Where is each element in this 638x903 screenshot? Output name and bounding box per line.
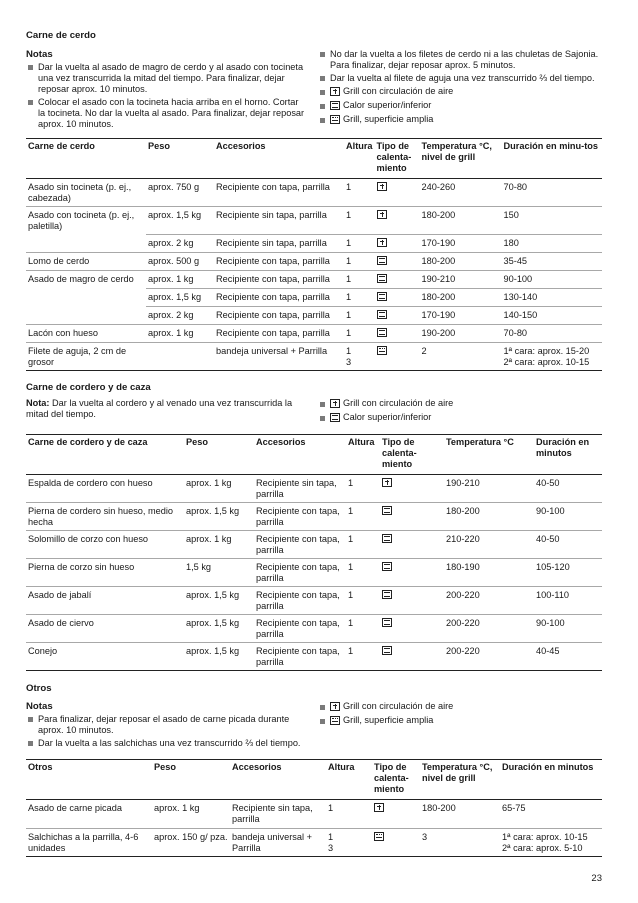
pork-title: Carne de cerdo [26,30,96,41]
table-row [26,800,602,828]
column-header: Temperatura °C [444,434,534,474]
cell-time: 90-100 [534,502,602,530]
table-row [26,559,602,587]
others-note: Para finalizar, dejar reposar el asado de carne picada durante aprox. 10 minutos. [26,714,306,736]
mode-legend-item: Grill con circulación de aire [318,701,602,712]
cell-time: 130-140 [502,289,602,307]
cell-weight: aprox. 1,5 kg [184,643,254,671]
cell-temp: 2 [420,343,502,371]
column-header: Accesorios [214,139,344,179]
heating-mode-cell [375,289,420,307]
column-header: Duración en minutos [500,760,602,800]
fan-grill-icon [330,87,340,96]
lamb-table [26,434,602,672]
cell-weight: aprox. 1,5 kg [146,289,214,307]
cell-acc: Recipiente con tapa, parrilla [214,325,344,343]
cell-h: 1 [346,643,380,671]
cell-h: 1 [346,474,380,502]
cell-h: 1 [344,234,375,252]
cell-acc: Recipiente con tapa, parrilla [254,615,346,643]
cell-name: Lomo de cerdo [26,252,146,270]
cell-time: 150 [502,207,602,235]
others-title: Otros [26,683,52,695]
wide-grill-icon [374,832,384,841]
cell-name [26,289,146,307]
cell-time: 40-50 [534,530,602,558]
lamb-section [26,382,602,671]
cell-time: 105-120 [534,559,602,587]
cell-temp: 180-200 [420,289,502,307]
column-header: Carne de cordero y de caza [26,434,184,474]
cell-acc: bandeja universal + Parrilla [214,343,344,371]
top-bottom-heat-icon [330,413,340,422]
column-header: Tipo de calenta-miento [372,760,420,800]
cell-name: Asado de ciervo [26,615,184,643]
heating-mode-cell [380,615,444,643]
cell-name: Espalda de cordero con hueso [26,474,184,502]
cell-weight: aprox. 2 kg [146,234,214,252]
column-header: Duración en minu-tos [502,139,602,179]
heating-mode-cell [375,307,420,325]
bullet-icon [28,65,33,70]
bullet-icon [28,100,33,105]
top-bottom-heat-icon [377,274,387,283]
cell-time: 35-45 [502,252,602,270]
cell-h: 1 [344,289,375,307]
table-row [26,828,602,856]
bullet-icon [320,705,325,710]
cell-temp: 190-200 [420,325,502,343]
bullet-icon [320,118,325,123]
table-row [26,270,602,288]
cell-weight: 1,5 kg [184,559,254,587]
table-row [26,289,602,307]
bullet-icon [28,717,33,722]
column-header: Otros [26,760,152,800]
heating-mode-cell [372,800,420,828]
cell-h: 1 [344,179,375,207]
cell-time: 40-50 [534,474,602,502]
column-header: Tipo de calenta-miento [380,434,444,474]
column-header: Tipo de calenta-miento [375,139,420,179]
heating-mode-cell [375,343,420,371]
mode-legend-item: Calor superior/inferior [318,100,602,111]
cell-h: 1 [344,325,375,343]
cell-h: 1 [344,207,375,235]
top-bottom-heat-icon [330,101,340,110]
cell-temp: 180-200 [444,502,534,530]
table-row [26,179,602,207]
cell-h: 1 [344,252,375,270]
cell-temp: 180-200 [420,252,502,270]
cell-acc: Recipiente con tapa, parrilla [214,289,344,307]
cell-acc: Recipiente con tapa, parrilla [214,179,344,207]
heating-mode-cell [380,643,444,671]
wide-grill-icon [330,115,340,124]
cell-weight: aprox. 750 g [146,179,214,207]
heating-mode-cell [380,587,444,615]
table-row [26,307,602,325]
cell-weight: aprox. 1,5 kg [184,587,254,615]
cell-name: Asado de carne picada [26,800,152,828]
top-bottom-heat-icon [382,618,392,627]
cell-temp: 200-220 [444,587,534,615]
column-header: Carne de cerdo [26,139,146,179]
cell-name: Asado con tocineta (p. ej., paletilla) [28,210,135,232]
others-table [26,759,602,856]
table-row [26,615,602,643]
cell-name: Asado de jabalí [26,587,184,615]
heating-mode-cell [380,502,444,530]
pork-note: No dar la vuelta a los filetes de cerdo ni a las chuletas de Sajonia. Para finalizar, dejar reposar aprox. 5 minutos. [318,49,602,71]
column-header: Altura [346,434,380,474]
cell-acc: Recipiente con tapa, parrilla [254,530,346,558]
column-header: Peso [152,760,230,800]
bullet-icon [320,90,325,95]
heating-mode-cell [372,828,420,856]
table-row [26,643,602,671]
cell-weight: aprox. 1,5 kg [184,502,254,530]
mode-legend-item: Calor superior/inferior [318,412,602,423]
cell-time: 1ª cara: aprox. 10-15 2ª cara: aprox. 5-10 [500,828,602,856]
bullet-icon [320,402,325,407]
cell-temp: 210-220 [444,530,534,558]
cell-time: 1ª cara: aprox. 15-20 2ª cara: aprox. 10-15 [502,343,602,371]
top-bottom-heat-icon [382,646,392,655]
others-notes-title: Notas [26,700,53,712]
cell-weight: aprox. 2 kg [146,307,214,325]
bullet-icon [320,416,325,421]
table-row [26,502,602,530]
cell-acc: Recipiente con tapa, parrilla [214,307,344,325]
cell-time: 70-80 [502,325,602,343]
heating-mode-cell [375,325,420,343]
cell-name: Solomillo de corzo con hueso [26,530,184,558]
cell-weight: aprox. 150 g/ pza. [152,828,230,856]
column-header: Peso [184,434,254,474]
cell-acc: Recipiente con tapa, parrilla [254,502,346,530]
cell-temp: 200-220 [444,615,534,643]
cell-name: Conejo [26,643,184,671]
column-header: Temperatura °C, nivel de grill [420,760,500,800]
cell-time: 40-45 [534,643,602,671]
wide-grill-icon [377,346,387,355]
cell-time: 90-100 [534,615,602,643]
pork-notes-title: Notas [26,48,53,60]
cell-h: 1 3 [344,343,375,371]
cell-time: 90-100 [502,270,602,288]
pork-note: Dar la vuelta al asado de magro de cerdo y al asado con tocineta una vez transcurrida la mitad del tiempo. Para finalizar, dejar reposar aprox. 10 minutos. [26,62,306,95]
cell-time: 140-150 [502,307,602,325]
top-bottom-heat-icon [382,534,392,543]
mode-legend-item: Grill con circulación de aire [318,398,602,409]
fan-grill-icon [330,702,340,711]
page-number: 23 [591,873,602,884]
heating-mode-cell [380,530,444,558]
cell-time: 180 [502,234,602,252]
pork-note: Colocar el asado con la tocineta hacia arriba en el horno. Cortar la tocineta. No dar la vuelta al asado. Para finalizar, dejar reposar aprox. 10 minutos. [26,97,306,130]
cell-h: 1 [346,587,380,615]
table-row [26,207,602,235]
cell-temp: 170-190 [420,234,502,252]
cell-name [26,307,146,325]
cell-weight [146,343,214,371]
cell-h: 1 [326,800,372,828]
mode-legend-item: Grill, superficie amplia [318,114,602,125]
column-header: Accesorios [230,760,326,800]
column-header: Peso [146,139,214,179]
top-bottom-heat-icon [377,292,387,301]
top-bottom-heat-icon [382,590,392,599]
heating-mode-cell [375,207,420,235]
cell-time: 70-80 [502,179,602,207]
pork-section [26,30,602,371]
cell-acc: Recipiente sin tapa, parrilla [230,800,326,828]
top-bottom-heat-icon [377,256,387,265]
lamb-title: Carne de cordero y de caza [26,382,151,394]
heating-mode-cell [375,234,420,252]
table-row [26,587,602,615]
pork-note: Dar la vuelta al filete de aguja una vez transcurrido ⅔ del tiempo. [318,73,602,84]
cell-temp: 180-200 [420,800,500,828]
cell-name: Lacón con hueso [26,325,146,343]
pork-table [26,138,602,371]
column-header: Temperatura °C, nivel de grill [420,139,502,179]
cell-acc: Recipiente sin tapa, parrilla [214,207,344,235]
cell-temp: 190-210 [420,270,502,288]
fan-grill-icon [377,182,387,191]
cell-acc: bandeja universal + Parrilla [230,828,326,856]
table-row [26,530,602,558]
cell-name: Asado de magro de cerdo [28,273,134,284]
cell-acc: Recipiente sin tapa, parrilla [254,474,346,502]
cell-temp: 240-260 [420,179,502,207]
fan-grill-icon [377,210,387,219]
column-header: Duración en minutos [534,434,602,474]
table-row [26,343,602,371]
cell-temp: 200-220 [444,643,534,671]
cell-h: 1 [346,559,380,587]
heating-mode-cell [375,252,420,270]
fan-grill-icon [382,478,392,487]
cell-weight: aprox. 1,5 kg [146,207,214,235]
table-row [26,474,602,502]
mode-legend-item: Grill con circulación de aire [318,86,602,97]
cell-acc: Recipiente con tapa, parrilla [254,559,346,587]
cell-temp: 180-190 [444,559,534,587]
bullet-icon [320,104,325,109]
wide-grill-icon [330,716,340,725]
cell-name: Pierna de cordero sin hueso, medio hecha [26,502,184,530]
heating-mode-cell [380,559,444,587]
cell-h: 1 3 [326,828,372,856]
table-row [26,252,602,270]
cell-name: Salchichas a la parrilla, 4-6 unidades [26,828,152,856]
cell-weight: aprox. 1 kg [184,474,254,502]
cell-weight: aprox. 500 g [146,252,214,270]
cell-acc: Recipiente con tapa, parrilla [214,252,344,270]
cell-acc: Recipiente sin tapa, parrilla [214,234,344,252]
fan-grill-icon [377,238,387,247]
cell-temp: 3 [420,828,500,856]
cell-temp: 180-200 [420,207,502,235]
cell-h: 1 [344,307,375,325]
cell-h: 1 [346,615,380,643]
bullet-icon [320,76,325,81]
cell-temp: 190-210 [444,474,534,502]
heating-mode-cell [375,270,420,288]
cell-acc: Recipiente con tapa, parrilla [254,587,346,615]
cell-weight: aprox. 1 kg [184,530,254,558]
cell-weight: aprox. 1 kg [146,325,214,343]
column-header: Altura [326,760,372,800]
page-content [26,30,602,857]
top-bottom-heat-icon [382,506,392,515]
cell-weight: aprox. 1 kg [146,270,214,288]
top-bottom-heat-icon [377,310,387,319]
bullet-icon [28,741,33,746]
column-header: Accesorios [254,434,346,474]
lamb-note: Nota: Dar la vuelta al cordero y al venado una vez transcurrida la mitad del tiempo. [26,397,293,419]
bullet-icon [320,719,325,724]
table-row [26,234,602,252]
cell-name: Pierna de corzo sin hueso [26,559,184,587]
cell-h: 1 [346,530,380,558]
top-bottom-heat-icon [377,328,387,337]
others-note: Dar la vuelta a las salchichas una vez transcurrido ⅔ del tiempo. [26,738,306,749]
cell-temp: 170-190 [420,307,502,325]
others-section [26,683,602,856]
cell-time: 65-75 [500,800,602,828]
cell-name [26,234,146,252]
fan-grill-icon [330,399,340,408]
cell-name: Asado sin tocineta (p. ej., cabezada) [26,179,146,207]
heating-mode-cell [375,179,420,207]
mode-legend-item: Grill, superficie amplia [318,715,602,726]
fan-grill-icon [374,803,384,812]
cell-acc: Recipiente con tapa, parrilla [254,643,346,671]
cell-weight: aprox. 1,5 kg [184,615,254,643]
cell-time: 100-110 [534,587,602,615]
cell-acc: Recipiente con tapa, parrilla [214,270,344,288]
bullet-icon [320,52,325,57]
top-bottom-heat-icon [382,562,392,571]
column-header: Altura [344,139,375,179]
cell-h: 1 [344,270,375,288]
heating-mode-cell [380,474,444,502]
cell-weight: aprox. 1 kg [152,800,230,828]
table-row [26,325,602,343]
cell-h: 1 [346,502,380,530]
cell-name: Filete de aguja, 2 cm de grosor [26,343,146,371]
